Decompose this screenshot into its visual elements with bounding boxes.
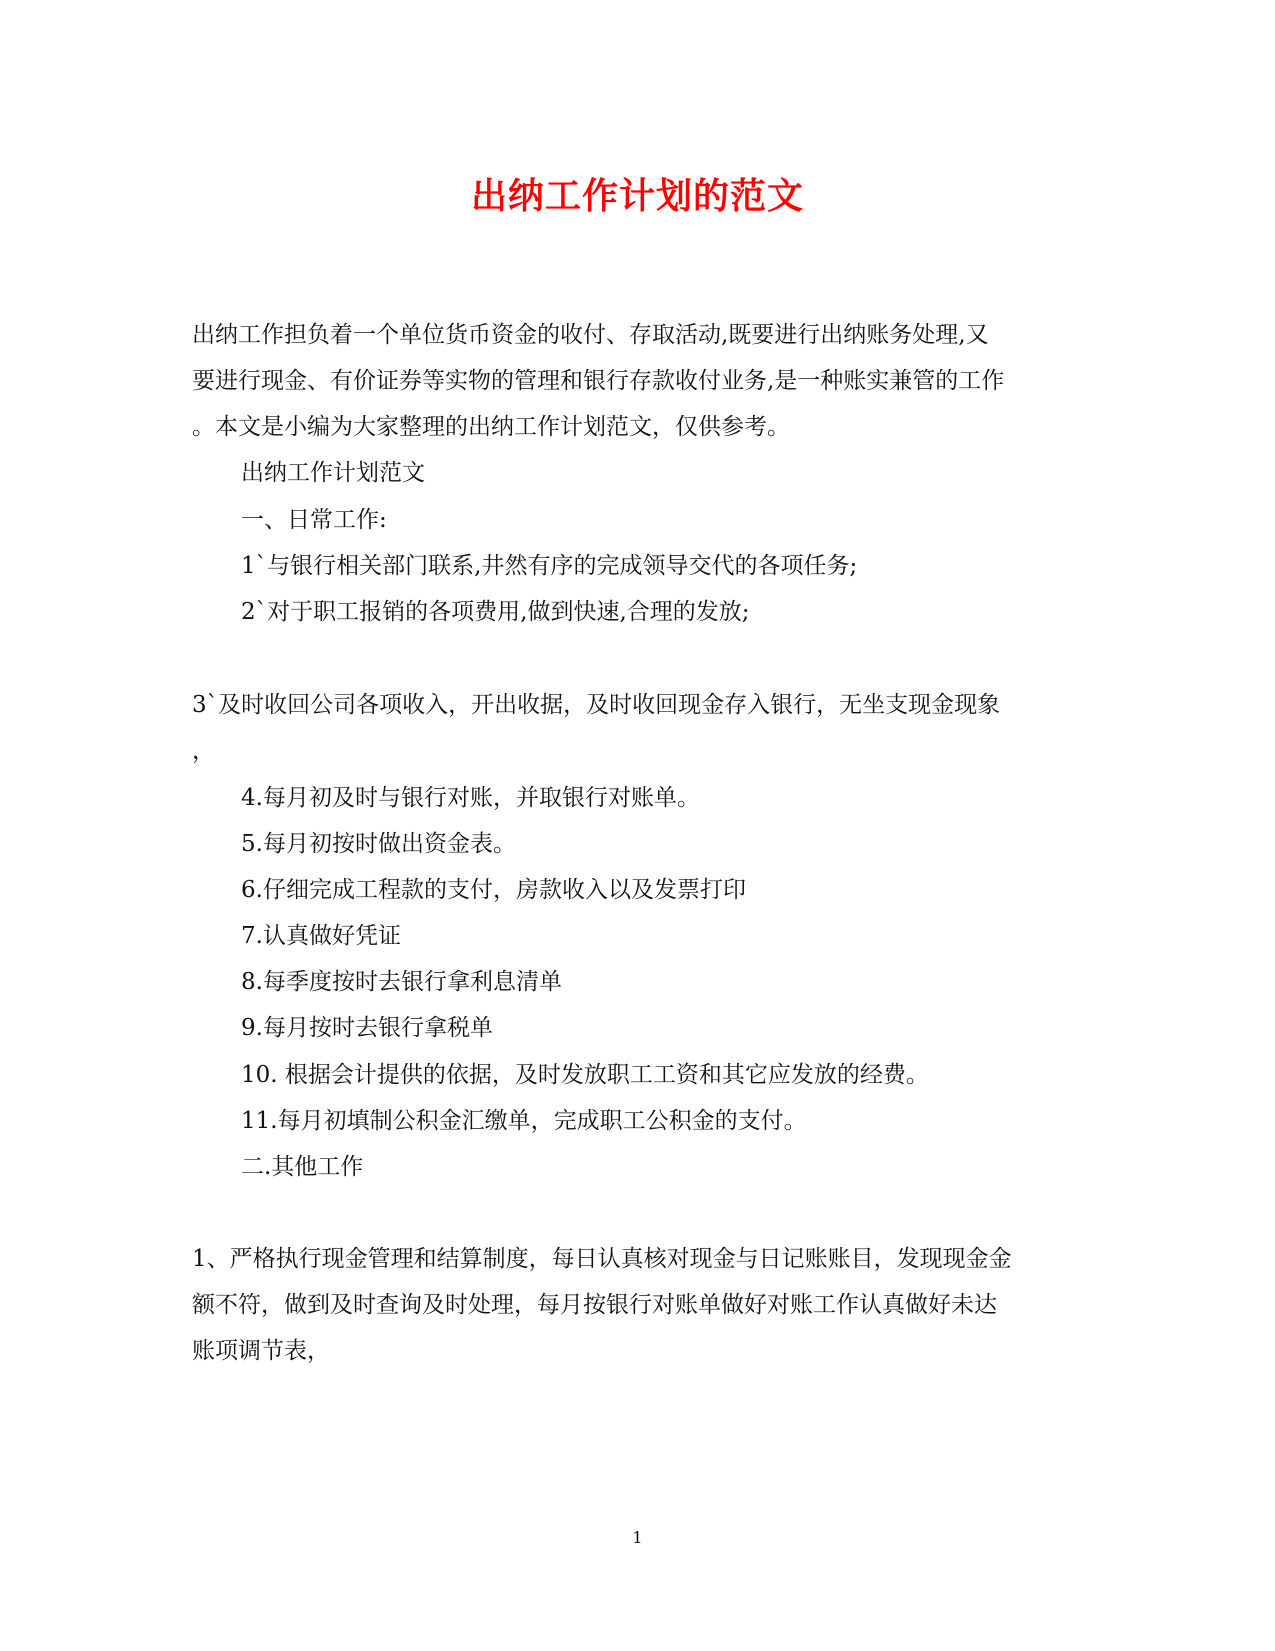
list-item: 6.仔细完成工程款的支付，房款收入以及发票打印 (241, 877, 746, 903)
intro-line-3: 。本文是小编为大家整理的出纳工作计划范文，仅供参考。 (192, 414, 790, 440)
list-item-continuation: ， (192, 738, 215, 764)
other-item-line-1: 1、严格执行现金管理和结算制度，每日认真核对现金与日记账账目，发现现金金 (192, 1246, 1012, 1272)
list-item: 7.认真做好凭证 (241, 923, 401, 949)
list-item: 5.每月初按时做出资金表。 (241, 831, 516, 857)
list-item: 8.每季度按时去银行拿利息清单 (241, 969, 562, 995)
list-item: 10. 根据会计提供的依据，及时发放职工工资和其它应发放的经费。 (241, 1062, 929, 1088)
intro-line-1: 出纳工作担负着一个单位货币资金的收付、存取活动,既要进行出纳账务处理,又 (192, 322, 989, 348)
list-item: 1`与银行相关部门联系,井然有序的完成领导交代的各项任务; (241, 553, 858, 579)
plan-title: 出纳工作计划范文 (241, 460, 425, 486)
section-1-heading: 一、日常工作: (241, 507, 387, 533)
list-item: 2`对于职工报销的各项费用,做到快速,合理的发放; (241, 599, 750, 625)
other-item-line-2: 额不符，做到及时查询及时处理，每月按银行对账单做好对账工作认真做好未达 (192, 1292, 997, 1318)
other-item-line-3: 账项调节表， (192, 1338, 330, 1364)
list-item: 3`及时收回公司各项收入，开出收据，及时收回现金存入银行，无坐支现金现象 (192, 692, 1001, 718)
page-number: 1 (632, 1528, 643, 1547)
list-item: 11.每月初填制公积金汇缴单，完成职工公积金的支付。 (241, 1108, 807, 1134)
intro-line-2: 要进行现金、有价证券等实物的管理和银行存款收付业务,是一种账实兼管的工作 (192, 368, 1005, 394)
document-title: 出纳工作计划的范文 (470, 175, 804, 217)
section-2-heading: 二.其他工作 (241, 1154, 364, 1180)
list-item: 4.每月初及时与银行对账，并取银行对账单。 (241, 785, 700, 811)
list-item: 9.每月按时去银行拿税单 (241, 1015, 493, 1041)
